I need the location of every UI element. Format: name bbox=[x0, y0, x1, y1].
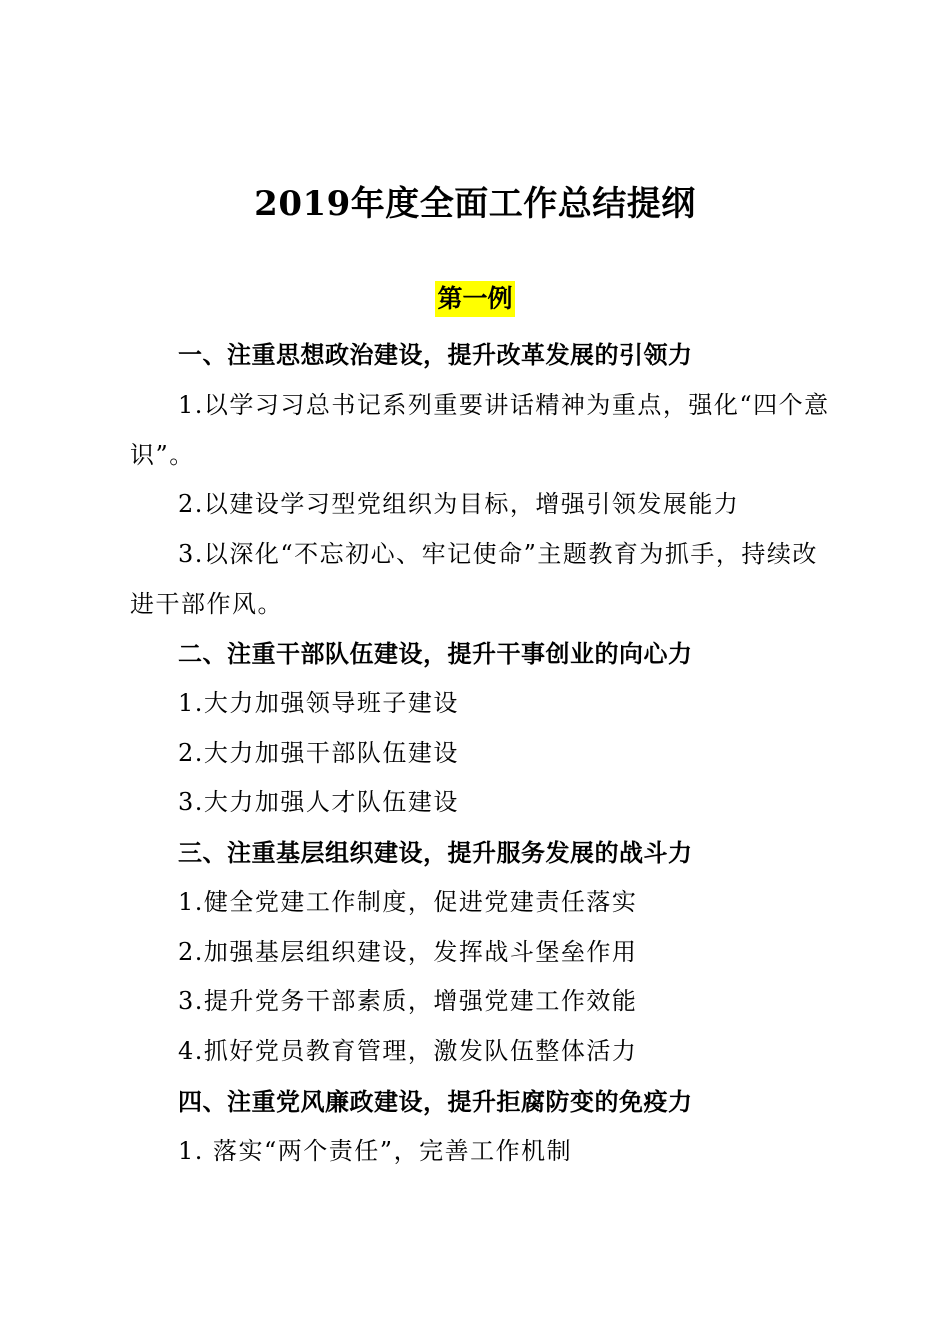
paragraph-line: 1.大力加强领导班子建设 bbox=[178, 689, 459, 717]
paragraph-line: 进干部作风。 bbox=[130, 590, 283, 618]
section-heading-1: 一、注重思想政治建设，提升改革发展的引领力 bbox=[178, 341, 693, 369]
example-label-wrapper bbox=[0, 281, 950, 317]
paragraph-line: 4.抓好党员教育管理，激发队伍整体活力 bbox=[178, 1037, 638, 1065]
paragraph-line: 3.以深化“不忘初心、牢记使命”主题教育为抓手，持续改 bbox=[178, 540, 818, 568]
example-label: 第一例 bbox=[435, 281, 514, 317]
paragraph-line: 2.加强基层组织建设，发挥战斗堡垒作用 bbox=[178, 938, 638, 966]
paragraph-line: 1.以学习习总书记系列重要讲话精神为重点，强化“四个意 bbox=[178, 391, 830, 419]
paragraph-line: 2.大力加强干部队伍建设 bbox=[178, 739, 459, 767]
paragraph-line: 3.提升党务干部素质，增强党建工作效能 bbox=[178, 987, 638, 1015]
paragraph-line: 1.健全党建工作制度，促进党建责任落实 bbox=[178, 888, 638, 916]
paragraph-line: 3.大力加强人才队伍建设 bbox=[178, 788, 459, 816]
section-heading-2: 二、注重干部队伍建设，提升干事创业的向心力 bbox=[178, 640, 693, 668]
paragraph-line: 2.以建设学习型党组织为目标，增强引领发展能力 bbox=[178, 490, 740, 518]
document-title: 2019年度全面工作总结提纲 bbox=[254, 184, 696, 224]
section-heading-3: 三、注重基层组织建设，提升服务发展的战斗力 bbox=[178, 839, 693, 867]
section-heading-4: 四、注重党风廉政建设，提升拒腐防变的免疫力 bbox=[178, 1088, 693, 1116]
paragraph-line: 1. 落实“两个责任”，完善工作机制 bbox=[178, 1137, 573, 1165]
paragraph-line: 识”。 bbox=[130, 441, 195, 469]
